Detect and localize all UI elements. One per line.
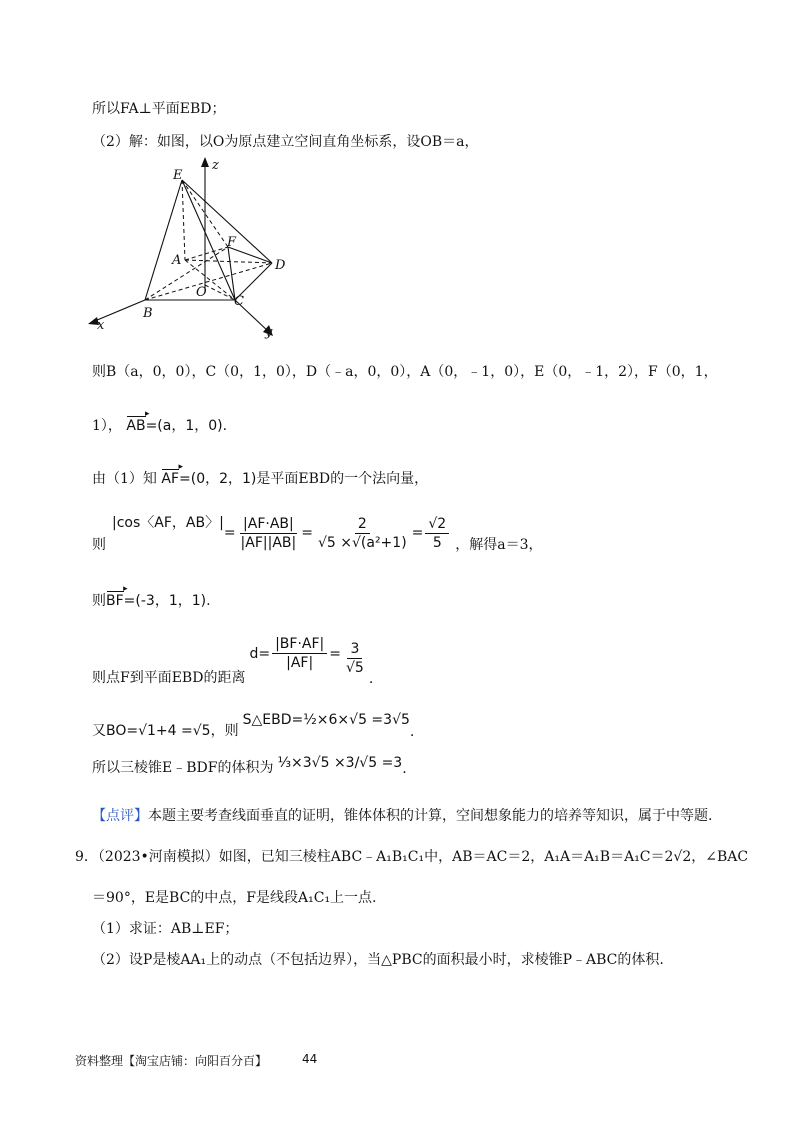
- text-line: 1）， AB ▸=(a，1，0).: [92, 415, 227, 435]
- label-C: C: [234, 294, 244, 309]
- vector-value: =(0，2，1): [179, 471, 257, 487]
- label-B: B: [143, 306, 153, 321]
- label-F: F: [227, 235, 237, 250]
- vector-AF: AF ▸: [161, 471, 179, 487]
- z-arrow-icon: [201, 157, 209, 167]
- question-9-line2: ＝90°，E是BC的中点，F是线段A₁C₁上一点.: [92, 890, 377, 906]
- comment: 【点评】本题主要考查线面垂直的证明，锥体体积的计算，空间想象能力的培养等知识，属于中等题.: [92, 808, 713, 824]
- comment-tag: 【点评】: [92, 808, 148, 824]
- text-line: 所以FA⊥平面EBD；: [92, 101, 226, 117]
- text-fragment: 1），: [92, 418, 122, 434]
- label-A: A: [172, 253, 182, 268]
- vector-value: =(a，1，0): [145, 418, 223, 434]
- text-line: 则B（a，0，0），C（0，1，0），D（﹣a，0，0），A（0，﹣1，0），E（0，﹣1，2），F（0，1，: [92, 364, 718, 380]
- vector-AB: AB ▸: [126, 418, 145, 434]
- text-line: 由（1）知 AF ▸=(0，2，1)是平面EBD的一个法向量，: [92, 468, 428, 488]
- question-9-part2: （2）设P是棱AA₁上的动点（不包括边界），当△PBC的面积最小时，求棱锥P﹣ABC的体积.: [92, 952, 664, 968]
- volume-formula: 所以三棱锥E﹣BDF的体积为 ⅓×3√5 ×3/√5 =3 .: [92, 755, 407, 777]
- pyramid-figure: [85, 155, 295, 340]
- distance-formula: 则点F到平面EBD的距离 d= $\frac{|BF\cdot AF|}{|AF|}$ = $\frac{3}{√5}$ .: [92, 636, 374, 687]
- question-9-line1: 9．（2023•河南模拟）如图，已知三棱柱ABC﹣A₁B₁C₁中，AB＝AC＝2，A₁A＝A₁B＝A₁C＝2√2，∠BAC: [75, 849, 749, 865]
- label-z: z: [212, 158, 219, 173]
- label-y: y: [265, 325, 273, 340]
- label-E: E: [173, 168, 183, 183]
- label-O: O: [196, 285, 207, 300]
- area-formula: 又BO=√1+4 =√5，则 S△EBD =½×6×√5 =3√5 .: [92, 712, 415, 740]
- label-x: x: [97, 318, 105, 333]
- page-number: 44: [302, 1052, 318, 1066]
- footer-source: 资料整理【淘宝店铺：向阳百分百】: [75, 1054, 268, 1068]
- label-D: D: [275, 258, 286, 273]
- question-9-part1: （1）求证：AB⊥EF；: [92, 921, 239, 937]
- text-line: 则BF ▸=(-3，1，1).: [92, 590, 211, 610]
- vector-BF: BF ▸: [106, 593, 124, 609]
- cos-formula: 则 |cos〈AF，AB〉| = $\frac{|AF\cdot AB|}{|AF||AB|}$ = $\frac{2}{\text{√5 ×√(a²+1)}}$ = $\frac{√2}{5}$ ，解得a＝3，: [92, 515, 543, 553]
- text-line: （2）解：如图，以O为原点建立空间直角坐标系，设OB＝a，: [92, 134, 479, 150]
